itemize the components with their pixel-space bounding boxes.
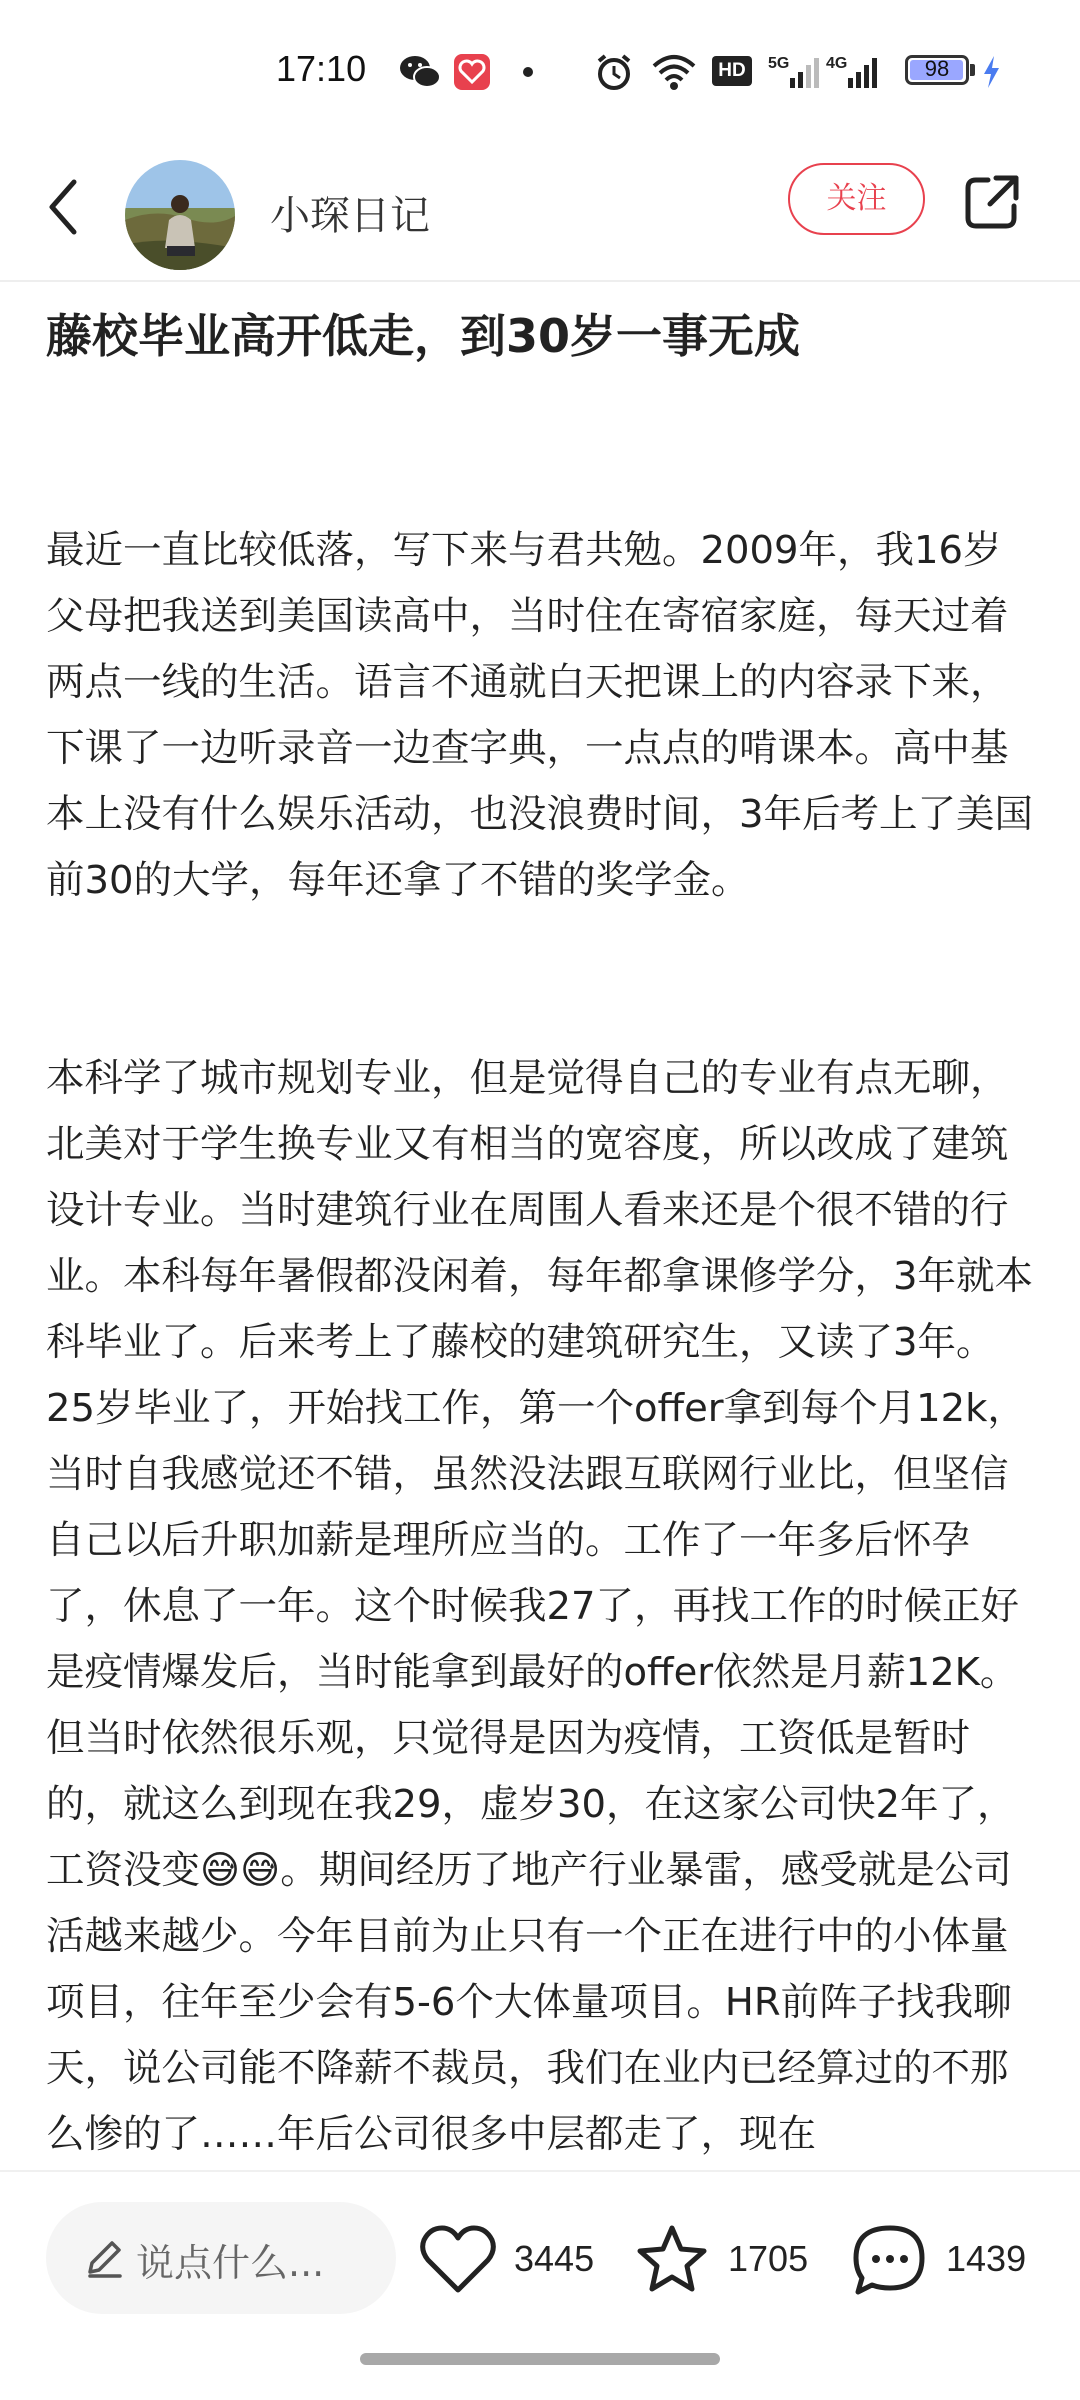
like-button[interactable]	[418, 2202, 618, 2314]
article-paragraph: 最近一直比较低落，写下来与君共勉。2009年，我16岁父母把我送到美国读高中，当时住在寄宿家庭，每天过着两点一线的生活。语言不通就白天把课上的内容录下来，下课了一边听录音一边查字典，一点点的啃课本。高中基本上没有什么娱乐活动，也没浪费时间，3年后考上了美国前30的大学，每年还拿了不错的奖学金。	[46, 528, 1033, 903]
signal-5g-icon	[768, 52, 820, 92]
hd-icon: HD	[712, 56, 752, 86]
network-5g-label: 5G	[768, 55, 790, 72]
battery-level: 98	[924, 56, 950, 81]
status-bar	[0, 0, 1080, 140]
like-count: 3445	[514, 2238, 595, 2279]
article	[46, 300, 1036, 2300]
wechat-icon	[398, 52, 442, 92]
signal-4g-icon	[826, 52, 878, 92]
header	[0, 140, 1080, 282]
share-icon[interactable]	[960, 170, 1024, 234]
pen-icon	[82, 2236, 126, 2280]
heart-icon	[418, 2222, 498, 2298]
avatar[interactable]	[125, 160, 235, 270]
comment-input[interactable]	[46, 2202, 396, 2314]
follow-button[interactable]: 关注	[788, 163, 925, 235]
charging-icon	[980, 52, 1002, 92]
collect-button[interactable]	[632, 2202, 832, 2314]
dot-icon	[520, 52, 536, 92]
red-app-icon	[452, 52, 492, 92]
collect-count: 1705	[728, 2238, 809, 2279]
battery-icon	[905, 55, 969, 85]
home-indicator[interactable]	[360, 2353, 720, 2365]
alarm-icon	[594, 52, 634, 92]
star-icon	[632, 2222, 712, 2298]
back-icon[interactable]	[40, 172, 90, 242]
article-paragraph: 本科学了城市规划专业，但是觉得自己的专业有点无聊，北美对于学生换专业又有相当的宽容度，所以改成了建筑设计专业。当时建筑行业在周围人看来还是个很不错的行业。本科每年暑假都没闲着，每年都拿课修学分，3年就本科毕业了。后来考上了藤校的建筑研究生，又读了3年。25岁毕业了，开始找工作，第一个offer拿到每个月12k，当时自我感觉还不错，虽然没法跟互联网行业比，但坚信自己以后升职加薪是理所应当的。工作了一年多后怀孕了，休息了一年。这个时候我27了，再找工作的时候正好是疫情爆发后，当时能拿到最好的offer依然是月薪12K。但当时依然很乐观，只觉得是因为疫情，工资低是暂时的，就这么到现在我29，虚岁30，在这家公司快2年了，工资没变😅😅。期间经历了地产行业暴雷，感受就是公司活越来越少。今年目前为止只有一个正在进行中的小体量项目，往年至少会有5-6个大体量项目。HR前阵子找我聊天，说公司能不降薪不裁员，我们在业内已经算过的不那么惨的了……年后公司很多中层都走了，现在	[46, 1056, 1033, 2157]
comment-button[interactable]	[850, 2202, 1050, 2314]
article-title: 藤校毕业高开低走，到30岁一事无成	[46, 309, 801, 363]
author-name[interactable]: 小琛日记	[270, 193, 430, 239]
comment-placeholder: 说点什么...	[136, 2241, 325, 2285]
comment-count: 1439	[946, 2238, 1027, 2279]
comment-icon	[850, 2222, 930, 2298]
battery-tip	[970, 64, 975, 76]
article-body	[46, 386, 1036, 2300]
network-4g-label: 4G	[826, 55, 848, 72]
bottom-action-bar	[0, 2170, 1080, 2400]
wifi-icon	[650, 52, 698, 92]
status-time: 17:10	[276, 48, 367, 89]
